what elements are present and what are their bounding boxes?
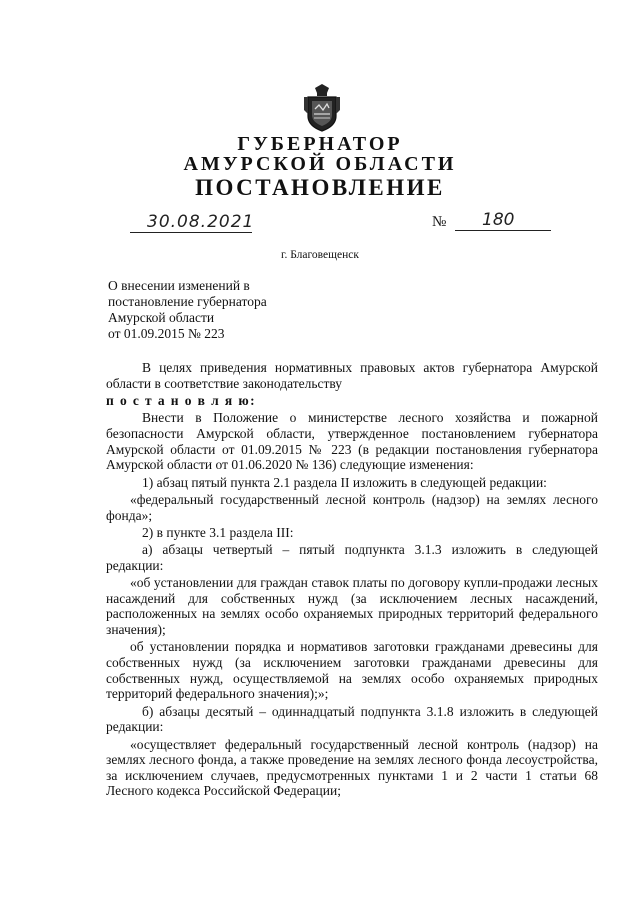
body-paragraph: а) абзацы четвертый – пятый подпункта 3.1.3 изложить в следующей редакции:	[106, 542, 598, 573]
subject-line: постановление губернатора	[108, 294, 267, 309]
document-subject	[108, 278, 267, 342]
issuer-title: ГУБЕРНАТОР	[237, 133, 403, 155]
subject-line: Амурской области	[108, 310, 215, 325]
subject-line: О внесении изменений в	[108, 278, 250, 293]
decree-word: п о с т а н о в л я ю:	[106, 392, 256, 408]
body-paragraph: «об установлении для граждан ставок платы по договору купли-продажи лесных насаждений для собственных нужд (за исключением лесных насаждений, расположенных на землях особо охраняемых природных территорий федерального значения);	[106, 575, 598, 638]
region-title: АМУРСКОЙ ОБЛАСТИ	[183, 153, 457, 175]
body-paragraph: Внести в Положение о министерстве лесного хозяйства и пожарной безопасности Амурской области, утвержденное постановлением губернатора Амурской области от 01.09.2015 № 223 (в редакции постановления губернатора Амурской области от 01.06.2020 № 136) следующие изменения:	[106, 410, 598, 473]
city-line: г. Благовещенск	[281, 249, 359, 261]
preamble-paragraph: В целях приведения нормативных правовых актов губернатора Амурской области в соответствие законодательству	[106, 360, 598, 391]
body-paragraph: «осуществляет федеральный государственный лесной контроль (надзор) на землях лесного фонда, а также проведение на землях лесного фонда лесоустройства, за исключением случаев, предусмотренных пунктами 1 и 2 части 1 статьи 68 Лесного кодекса Российской Федерации;	[106, 736, 598, 799]
body-paragraph: 1) абзац пятый пункта 2.1 раздела II изложить в следующей редакции:	[142, 474, 547, 490]
body-paragraph: 2) в пункте 3.1 раздела III:	[142, 524, 294, 540]
number-label: №	[432, 214, 447, 230]
document-date: 30.08.2021	[147, 212, 255, 232]
body-paragraph: «федеральный государственный лесной контроль (надзор) на землях лесного фонда»;	[106, 491, 598, 523]
number-underline	[455, 230, 551, 231]
document-type-title: ПОСТАНОВЛЕНИЕ	[195, 175, 445, 200]
coat-of-arms-icon	[303, 84, 341, 132]
date-underline	[130, 232, 252, 233]
document-body	[106, 360, 598, 801]
body-paragraph: б) абзацы десятый – одиннадцатый подпункта 3.1.8 изложить в следующей редакции:	[106, 703, 598, 735]
subject-line: от 01.09.2015 № 223	[108, 326, 225, 341]
document-number: 180	[482, 210, 515, 230]
body-paragraph: об установлении порядка и нормативов заготовки гражданами древесины для собственных нужд (за исключением заготовки гражданами древесины для собственных нужд, осуществляемой на землях особо охраняемых природных территорий федерального значения);»;	[106, 639, 598, 702]
